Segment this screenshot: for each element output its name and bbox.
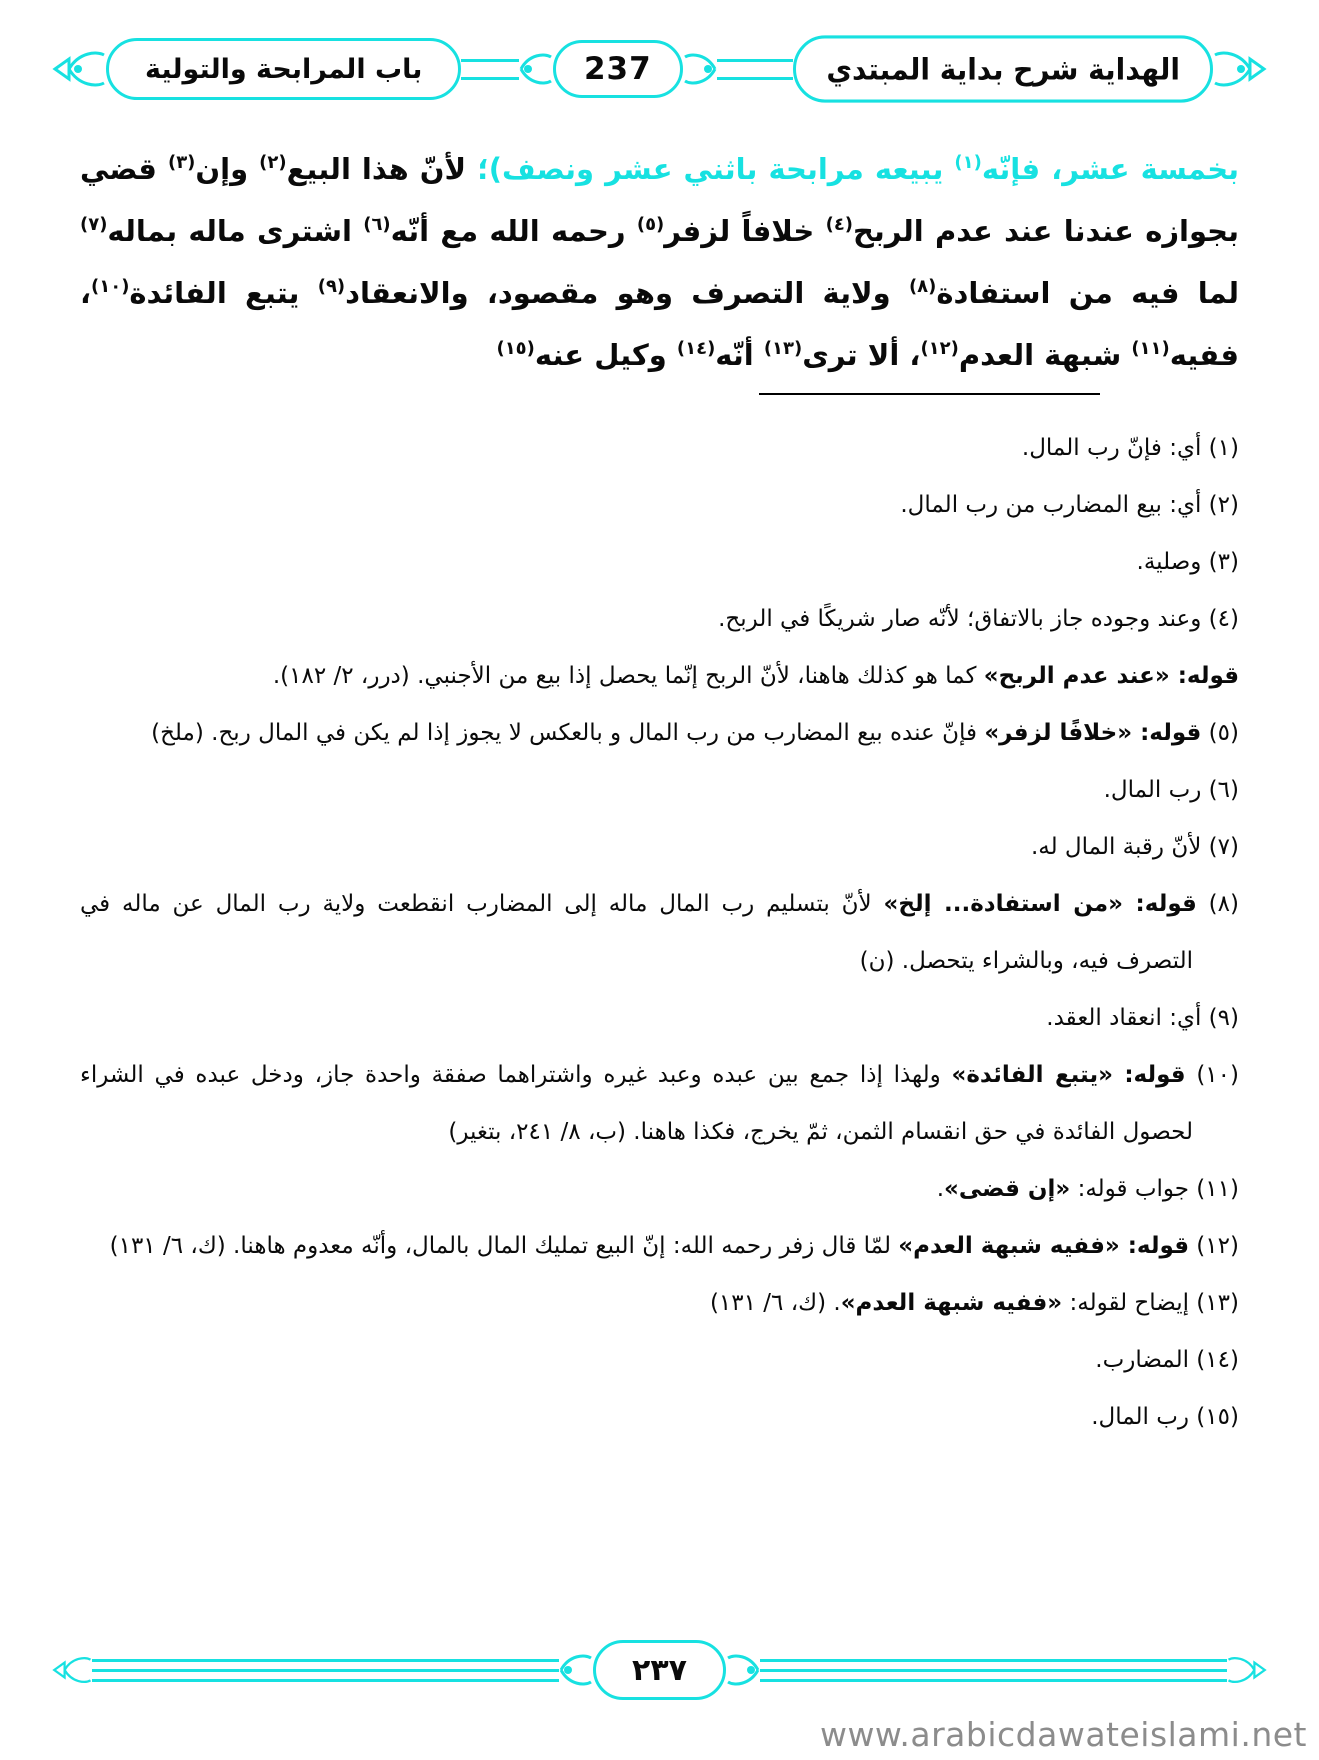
- footnote-number: (١١): [1189, 1176, 1239, 1202]
- footnote-number: (١): [1201, 435, 1239, 461]
- footnote-quote-bold: قوله: «عند عدم الربح»: [983, 663, 1239, 689]
- footnote-text: رب المال.: [1091, 1404, 1189, 1430]
- footnote-row: [80, 1389, 1239, 1446]
- footnote-text: لأنّ بتسليم رب المال ماله إلى المضارب انقطعت ولاية رب المال عن ماله في التصرف فيه، وبالشراء يتحصل. (ن): [80, 891, 1193, 974]
- footnote-row: [80, 477, 1239, 534]
- matn-text-segment: يتبع الفائدة: [129, 276, 318, 310]
- footnote-number: (٣): [1201, 549, 1239, 575]
- matn-text-segment: لأنّ هذا البيع: [286, 152, 478, 186]
- footnote-ref: (١٠): [91, 276, 130, 297]
- footnote-ref: (٢): [259, 152, 287, 173]
- footnote-ref: (١٤): [676, 338, 716, 359]
- matn-text-segment: لما فيه من استفادة: [936, 276, 1239, 310]
- footnote-ref: (٩): [317, 276, 346, 297]
- footnote-text: لمّا قال زفر رحمه الله: إنّ البيع تمليك المال بالمال، وأنّه معدوم هاهنا. (ك، ٦/ ١٣١): [109, 1233, 899, 1259]
- footnote-text: فإنّ عنده بيع المضارب من رب المال و بالعكس لا يجوز إذا لم يكن في المال ربح. (ملخ): [151, 720, 985, 746]
- footnote-ref: (٧): [80, 214, 108, 235]
- matn-text-segment: شبهة العدم: [958, 338, 1132, 372]
- footnote-number: (١٣): [1189, 1290, 1239, 1316]
- footer-left-finial-icon: [52, 1649, 92, 1691]
- rule-ornament-icon: [683, 49, 717, 89]
- footer-right-finial-icon: [1227, 1649, 1267, 1691]
- matn-text-segment: رحمه الله مع أنّه: [390, 214, 637, 248]
- header-rule: [461, 59, 519, 80]
- footnote-text: المضارب.: [1095, 1347, 1189, 1373]
- footer-page-number: ٢٣٧: [632, 1652, 687, 1688]
- footnote-quote-bold: قوله: «من استفادة... إلخ»: [883, 891, 1197, 917]
- matn-text-segment: ، ففيه: [80, 276, 1239, 372]
- footnote-row: [80, 1047, 1239, 1161]
- matn-text-segment: اشترى ماله بماله: [107, 214, 364, 248]
- footnote-number: (٨): [1196, 891, 1239, 917]
- book-title: الهداية شرح بداية المبتدي: [826, 51, 1180, 87]
- footnote-text: وصلية.: [1136, 549, 1202, 575]
- footnote-number: (٥): [1201, 720, 1239, 746]
- footnote-ref: (١٣): [763, 338, 803, 359]
- page-header: [52, 34, 1267, 104]
- footnote-row: [80, 534, 1239, 591]
- footnote-quote-bold: قوله: «خلافًا لزفر»: [984, 720, 1202, 746]
- footnote-row: [80, 648, 1239, 705]
- chapter-title-capsule: [106, 38, 461, 100]
- footnote-text: ولهذا إذا جمع بين عبده وعبد غيره واشتراهما صفقة واحدة جاز، ودخل عبده في الشراء لحصول الفائدة في حق انقسام الثمن، ثمّ يخرج، فكذا هاهنا. (ب، ٨/ ٢٤١، بتغير): [80, 1062, 1193, 1145]
- matn-text-segment: يبيعه مرابحة باثني عشر ونصف)؛: [477, 152, 955, 186]
- footnote-ref: (١٥): [496, 338, 535, 359]
- footnote-row: [80, 1332, 1239, 1389]
- footnote-number: (١٤): [1189, 1347, 1239, 1373]
- footnote-ref: (١١): [1131, 338, 1170, 359]
- matn-text-segment: قضي بجوازه عندنا عند عدم الربح: [80, 152, 1239, 248]
- footer-rule: [760, 1659, 1227, 1682]
- footnote-text: رب المال.: [1103, 777, 1202, 803]
- footnote-row: [80, 1161, 1239, 1218]
- footnote-number: (١٢): [1189, 1233, 1239, 1259]
- footnote-row: [80, 1218, 1239, 1275]
- rule-ornament-icon: [559, 1650, 593, 1690]
- footnote-number: (٢): [1201, 492, 1239, 518]
- footnote-ref: (٤): [825, 214, 854, 235]
- footnote-ref: (٨): [908, 276, 937, 297]
- footer-page-number-capsule: [593, 1640, 726, 1700]
- footnote-text: وعند وجوده جاز بالاتفاق؛ لأنّه صار شريكًا في الربح.: [718, 606, 1202, 632]
- footnote-number: (١٥): [1189, 1404, 1239, 1430]
- chapter-title: باب المرابحة والتولية: [145, 53, 423, 85]
- rule-ornament-icon: [519, 49, 553, 89]
- matn-text-segment: ، ألا ترى: [802, 338, 921, 372]
- footnote-quote-bold: قوله: «ففيه شبهة العدم»: [898, 1233, 1189, 1259]
- matn-text-segment: وإن: [195, 152, 260, 186]
- main-text-paragraph: [80, 138, 1239, 386]
- footnote-text: إيضاح لقوله:: [1062, 1290, 1189, 1316]
- book-title-capsule: [793, 35, 1213, 102]
- footnote-row: [80, 420, 1239, 477]
- footnote-row: [80, 1275, 1239, 1332]
- rule-ornament-icon: [726, 1650, 760, 1690]
- footnote-quote-bold: قوله: «يتبع الفائدة»: [951, 1062, 1186, 1088]
- footnote-number: (٦): [1201, 777, 1239, 803]
- footnote-number: (٩): [1201, 1005, 1239, 1031]
- page-footer: [52, 1638, 1267, 1702]
- footnote-text: أي: بيع المضارب من رب المال.: [900, 492, 1202, 518]
- footnote-quote-bold: «إن قضى»: [944, 1176, 1071, 1202]
- footnote-separator: [759, 393, 1100, 395]
- footnote-row: [80, 819, 1239, 876]
- footnote-row: [80, 591, 1239, 648]
- matn-text-segment: بخمسة عشر، فإنّه: [981, 152, 1239, 186]
- header-right-finial-icon: [1213, 46, 1267, 92]
- footnote-ref: (١): [954, 152, 982, 173]
- footnote-number: (٤): [1201, 606, 1239, 632]
- footnote-ref: (٦): [363, 214, 391, 235]
- footnote-text: أي: فإنّ رب المال.: [1021, 435, 1202, 461]
- footnotes-list: [80, 420, 1239, 1446]
- footnote-text: كما هو كذلك هاهنا، لأنّ الربح إنّما يحصل إذا بيع من الأجنبي. (درر، ٢/ ١٨٢).: [272, 663, 984, 689]
- website-watermark: www.arabicdawateislami.net: [819, 1715, 1307, 1754]
- footnote-text: .: [936, 1176, 945, 1202]
- footnote-text: . (ك، ٦/ ١٣١): [709, 1290, 841, 1316]
- footnote-row: [80, 705, 1239, 762]
- footnote-ref: (٣): [167, 152, 196, 173]
- matn-text-segment: ولاية التصرف وهو مقصود، والانعقاد: [345, 276, 909, 310]
- footnote-ref: (٥): [636, 214, 665, 235]
- footnote-ref: (١٢): [920, 338, 959, 359]
- footnote-number: (١٠): [1185, 1062, 1239, 1088]
- footnote-row: [80, 762, 1239, 819]
- header-left-finial-icon: [52, 46, 106, 92]
- footnote-quote-bold: «ففيه شبهة العدم»: [840, 1290, 1063, 1316]
- page-number-capsule: [553, 40, 683, 98]
- matn-text-segment: أنّه: [715, 338, 764, 372]
- footnote-text: لأنّ رقبة المال له.: [1030, 834, 1202, 860]
- page-number: 237: [583, 51, 652, 87]
- matn-text-segment: وكيل عنه: [534, 338, 677, 372]
- footnote-row: [80, 990, 1239, 1047]
- footnote-row: [80, 876, 1239, 990]
- footnote-number: (٧): [1201, 834, 1239, 860]
- header-rule: [717, 59, 794, 80]
- footnote-text: جواب قوله:: [1070, 1176, 1189, 1202]
- footer-rule: [92, 1659, 559, 1682]
- footnote-text: أي: انعقاد العقد.: [1046, 1005, 1202, 1031]
- matn-text-segment: خلافاً لزفر: [664, 214, 826, 248]
